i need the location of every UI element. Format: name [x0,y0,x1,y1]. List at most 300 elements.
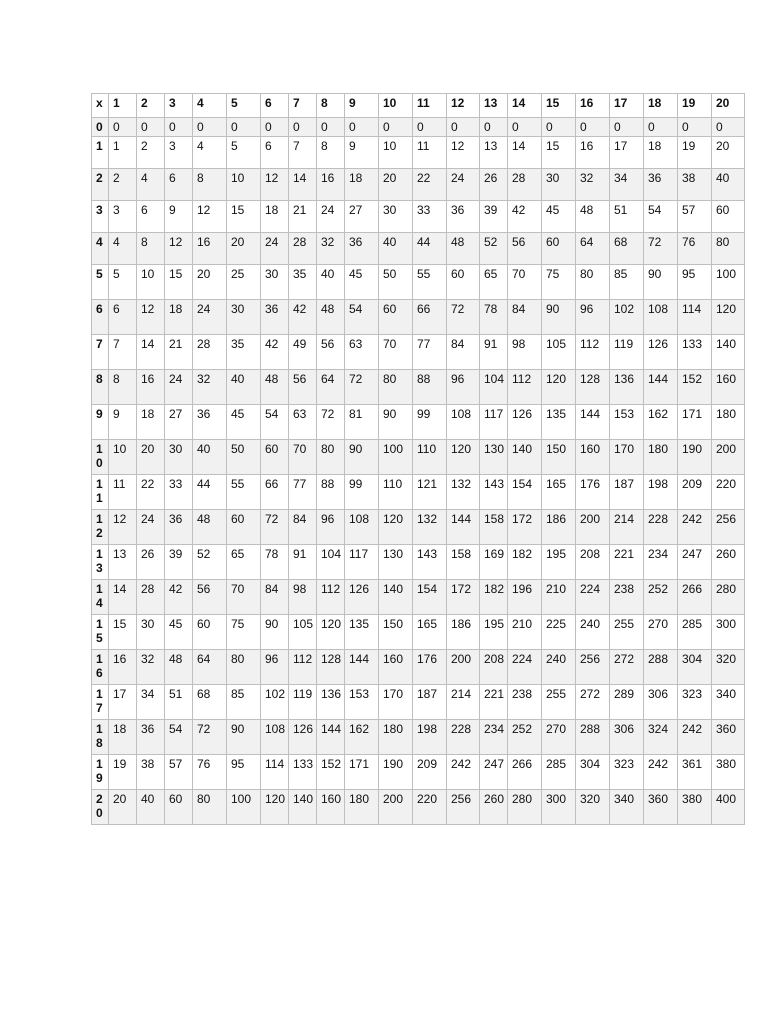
table-row [92,545,745,580]
table-cell: 172 [508,510,542,545]
table-cell: 19 [109,755,137,790]
table-cell: 234 [644,545,678,580]
table-cell: 130 [379,545,413,580]
table-cell: 10 [227,169,261,201]
table-cell: 12 [261,169,289,201]
table-cell: 6 [261,137,289,169]
table-cell: 11 [109,475,137,510]
table-cell: 162 [644,405,678,440]
table-cell: 126 [644,335,678,370]
column-header: 2 [137,94,165,118]
table-cell: 68 [610,233,644,265]
table-cell: 242 [678,510,712,545]
table-cell: 140 [379,580,413,615]
table-cell: 91 [480,335,508,370]
row-header: 6 [92,300,109,335]
table-cell: 21 [165,335,193,370]
table-cell: 45 [227,405,261,440]
table-cell: 162 [345,720,379,755]
table-cell: 242 [644,755,678,790]
table-cell: 28 [193,335,227,370]
multiplication-table [91,93,745,825]
table-cell: 8 [193,169,227,201]
column-header: 3 [165,94,193,118]
table-cell: 72 [345,370,379,405]
table-cell: 52 [480,233,508,265]
table-cell: 0 [413,118,447,137]
table-cell: 180 [644,440,678,475]
table-cell: 154 [508,475,542,510]
table-cell: 112 [317,580,345,615]
table-cell: 8 [137,233,165,265]
row-header: 9 [92,405,109,440]
column-header: 10 [379,94,413,118]
table-cell: 0 [379,118,413,137]
table-cell: 190 [379,755,413,790]
table-cell: 2 [137,137,165,169]
table-cell: 289 [610,685,644,720]
table-cell: 95 [227,755,261,790]
row-header: 11 [92,475,109,510]
table-cell: 27 [345,201,379,233]
table-cell: 65 [227,545,261,580]
table-cell: 143 [413,545,447,580]
table-cell: 228 [644,510,678,545]
table-cell: 75 [542,265,576,300]
table-cell: 22 [413,169,447,201]
table-cell: 32 [137,650,165,685]
table-cell: 18 [165,300,193,335]
column-header: 4 [193,94,227,118]
table-cell: 234 [480,720,508,755]
table-cell: 190 [678,440,712,475]
table-cell: 8 [317,137,345,169]
table-cell: 110 [413,440,447,475]
table-cell: 15 [165,265,193,300]
row-header: 3 [92,201,109,233]
table-cell: 76 [193,755,227,790]
table-cell: 57 [165,755,193,790]
table-cell: 130 [480,440,508,475]
row-header: 20 [92,790,109,825]
table-cell: 198 [413,720,447,755]
column-header: 20 [712,94,745,118]
table-cell: 171 [678,405,712,440]
table-cell: 36 [644,169,678,201]
row-header: 15 [92,615,109,650]
table-cell: 242 [447,755,480,790]
table-cell: 72 [447,300,480,335]
table-cell: 108 [644,300,678,335]
table-cell: 72 [644,233,678,265]
table-cell: 400 [712,790,745,825]
table-cell: 133 [678,335,712,370]
table-cell: 171 [345,755,379,790]
table-cell: 72 [317,405,345,440]
table-cell: 78 [480,300,508,335]
table-cell: 18 [109,720,137,755]
table-cell: 144 [317,720,345,755]
table-cell: 48 [261,370,289,405]
table-cell: 119 [289,685,317,720]
table-cell: 80 [712,233,745,265]
table-cell: 126 [345,580,379,615]
table-cell: 20 [712,137,745,169]
table-cell: 108 [345,510,379,545]
row-header: 4 [92,233,109,265]
table-cell: 270 [644,615,678,650]
table-cell: 6 [165,169,193,201]
table-row [92,755,745,790]
row-header: 14 [92,580,109,615]
table-cell: 104 [480,370,508,405]
table-cell: 266 [678,580,712,615]
table-cell: 96 [576,300,610,335]
table-cell: 152 [317,755,345,790]
table-cell: 24 [137,510,165,545]
table-cell: 320 [576,790,610,825]
table-cell: 24 [165,370,193,405]
table-cell: 18 [345,169,379,201]
table-cell: 32 [576,169,610,201]
table-cell: 0 [137,118,165,137]
table-cell: 20 [227,233,261,265]
column-header: 15 [542,94,576,118]
table-cell: 323 [610,755,644,790]
table-cell: 60 [261,440,289,475]
table-cell: 16 [576,137,610,169]
table-cell: 6 [137,201,165,233]
table-cell: 9 [165,201,193,233]
table-cell: 288 [576,720,610,755]
table-cell: 99 [345,475,379,510]
table-cell: 24 [261,233,289,265]
table-cell: 40 [379,233,413,265]
table-cell: 280 [712,580,745,615]
table-cell: 306 [644,685,678,720]
table-row [92,790,745,825]
table-cell: 13 [109,545,137,580]
table-cell: 36 [261,300,289,335]
table-row [92,370,745,405]
table-cell: 176 [413,650,447,685]
table-cell: 195 [542,545,576,580]
table-cell: 360 [712,720,745,755]
table-cell: 304 [576,755,610,790]
table-row [92,137,745,169]
table-cell: 44 [413,233,447,265]
table-cell: 112 [508,370,542,405]
table-cell: 84 [508,300,542,335]
table-cell: 6 [109,300,137,335]
table-cell: 60 [447,265,480,300]
table-cell: 65 [480,265,508,300]
column-header: 1 [109,94,137,118]
table-cell: 100 [379,440,413,475]
table-cell: 200 [379,790,413,825]
table-cell: 0 [345,118,379,137]
table-cell: 84 [261,580,289,615]
table-cell: 7 [109,335,137,370]
table-cell: 1 [109,137,137,169]
table-cell: 56 [317,335,345,370]
table-cell: 0 [712,118,745,137]
table-cell: 187 [413,685,447,720]
table-cell: 300 [542,790,576,825]
table-cell: 12 [165,233,193,265]
column-header: 13 [480,94,508,118]
table-cell: 0 [480,118,508,137]
table-cell: 20 [379,169,413,201]
table-cell: 60 [542,233,576,265]
table-cell: 0 [610,118,644,137]
table-cell: 70 [508,265,542,300]
table-cell: 214 [610,510,644,545]
table-cell: 121 [413,475,447,510]
table-cell: 255 [610,615,644,650]
table-cell: 0 [227,118,261,137]
table-cell: 54 [345,300,379,335]
table-cell: 20 [109,790,137,825]
table-cell: 90 [644,265,678,300]
table-cell: 50 [227,440,261,475]
table-cell: 105 [542,335,576,370]
table-cell: 34 [610,169,644,201]
table-cell: 48 [447,233,480,265]
table-cell: 0 [165,118,193,137]
table-cell: 55 [227,475,261,510]
table-cell: 247 [678,545,712,580]
table-cell: 208 [576,545,610,580]
row-header: 13 [92,545,109,580]
table-cell: 19 [678,137,712,169]
table-cell: 240 [576,615,610,650]
column-header: 16 [576,94,610,118]
table-cell: 272 [576,685,610,720]
table-cell: 252 [508,720,542,755]
table-cell: 80 [227,650,261,685]
table-cell: 51 [165,685,193,720]
table-cell: 119 [610,335,644,370]
table-cell: 42 [508,201,542,233]
table-cell: 54 [261,405,289,440]
table-cell: 80 [576,265,610,300]
table-cell: 15 [109,615,137,650]
table-cell: 28 [289,233,317,265]
table-cell: 120 [261,790,289,825]
column-header: 12 [447,94,480,118]
table-cell: 2 [109,169,137,201]
table-cell: 38 [678,169,712,201]
table-cell: 36 [165,510,193,545]
table-cell: 45 [165,615,193,650]
table-cell: 102 [261,685,289,720]
table-cell: 30 [165,440,193,475]
table-cell: 225 [542,615,576,650]
table-cell: 15 [542,137,576,169]
table-cell: 186 [447,615,480,650]
table-cell: 39 [480,201,508,233]
table-cell: 68 [193,685,227,720]
table-cell: 136 [317,685,345,720]
table-cell: 0 [508,118,542,137]
table-cell: 9 [345,137,379,169]
table-cell: 10 [379,137,413,169]
table-cell: 66 [261,475,289,510]
table-cell: 120 [447,440,480,475]
table-cell: 48 [165,650,193,685]
table-cell: 24 [317,201,345,233]
table-cell: 256 [712,510,745,545]
table-cell: 361 [678,755,712,790]
table-cell: 5 [109,265,137,300]
table-cell: 260 [480,790,508,825]
table-cell: 280 [508,790,542,825]
table-cell: 144 [345,650,379,685]
corner-cell: x [92,94,109,118]
table-row [92,650,745,685]
table-cell: 77 [289,475,317,510]
table-cell: 158 [447,545,480,580]
table-cell: 0 [542,118,576,137]
row-header: 17 [92,685,109,720]
table-cell: 12 [137,300,165,335]
table-cell: 220 [712,475,745,510]
table-cell: 40 [227,370,261,405]
table-cell: 110 [379,475,413,510]
table-cell: 64 [317,370,345,405]
table-cell: 16 [193,233,227,265]
table-cell: 208 [480,650,508,685]
table-cell: 102 [610,300,644,335]
table-cell: 91 [289,545,317,580]
table-cell: 154 [413,580,447,615]
table-cell: 0 [317,118,345,137]
table-cell: 18 [644,137,678,169]
table-cell: 144 [644,370,678,405]
table-cell: 78 [261,545,289,580]
table-cell: 81 [345,405,379,440]
table-cell: 98 [289,580,317,615]
table-cell: 24 [447,169,480,201]
table-cell: 126 [508,405,542,440]
table-cell: 285 [542,755,576,790]
table-cell: 11 [413,137,447,169]
table-cell: 90 [261,615,289,650]
table-cell: 77 [413,335,447,370]
table-cell: 60 [165,790,193,825]
table-cell: 64 [576,233,610,265]
table-cell: 304 [678,650,712,685]
table-cell: 200 [447,650,480,685]
table-cell: 60 [227,510,261,545]
table-cell: 0 [193,118,227,137]
table-row [92,300,745,335]
table-cell: 27 [165,405,193,440]
table-cell: 0 [678,118,712,137]
table-cell: 42 [289,300,317,335]
table-cell: 15 [227,201,261,233]
table-cell: 32 [193,370,227,405]
table-cell: 12 [109,510,137,545]
table-cell: 187 [610,475,644,510]
table-cell: 133 [289,755,317,790]
table-row [92,118,745,137]
table-cell: 36 [345,233,379,265]
table-cell: 76 [678,233,712,265]
row-header: 7 [92,335,109,370]
table-cell: 120 [712,300,745,335]
table-cell: 160 [576,440,610,475]
table-cell: 165 [413,615,447,650]
table-cell: 380 [678,790,712,825]
table-cell: 57 [678,201,712,233]
table-cell: 224 [576,580,610,615]
column-header: 11 [413,94,447,118]
table-cell: 44 [193,475,227,510]
table-cell: 17 [610,137,644,169]
table-cell: 12 [193,201,227,233]
table-cell: 380 [712,755,745,790]
row-header: 10 [92,440,109,475]
table-cell: 42 [261,335,289,370]
table-cell: 16 [137,370,165,405]
row-header: 19 [92,755,109,790]
table-cell: 210 [542,580,576,615]
table-cell: 172 [447,580,480,615]
table-cell: 88 [413,370,447,405]
table-cell: 135 [542,405,576,440]
table-cell: 108 [261,720,289,755]
table-cell: 224 [508,650,542,685]
table-cell: 28 [508,169,542,201]
column-header: 17 [610,94,644,118]
table-row [92,615,745,650]
table-cell: 30 [261,265,289,300]
table-cell: 153 [345,685,379,720]
table-cell: 256 [576,650,610,685]
table-cell: 13 [480,137,508,169]
table-cell: 150 [542,440,576,475]
row-header: 2 [92,169,109,201]
table-cell: 0 [109,118,137,137]
table-cell: 160 [712,370,745,405]
table-cell: 158 [480,510,508,545]
table-cell: 54 [165,720,193,755]
table-cell: 9 [109,405,137,440]
table-cell: 209 [413,755,447,790]
table-row [92,265,745,300]
table-row [92,201,745,233]
table-cell: 66 [413,300,447,335]
table-cell: 4 [193,137,227,169]
table-cell: 49 [289,335,317,370]
table-cell: 80 [193,790,227,825]
table-cell: 0 [261,118,289,137]
table-cell: 105 [289,615,317,650]
column-header: 19 [678,94,712,118]
table-cell: 120 [379,510,413,545]
table-cell: 52 [193,545,227,580]
table-cell: 143 [480,475,508,510]
table-cell: 95 [678,265,712,300]
table-cell: 30 [227,300,261,335]
table-cell: 84 [447,335,480,370]
table-cell: 38 [137,755,165,790]
table-cell: 55 [413,265,447,300]
table-cell: 33 [165,475,193,510]
table-cell: 56 [508,233,542,265]
